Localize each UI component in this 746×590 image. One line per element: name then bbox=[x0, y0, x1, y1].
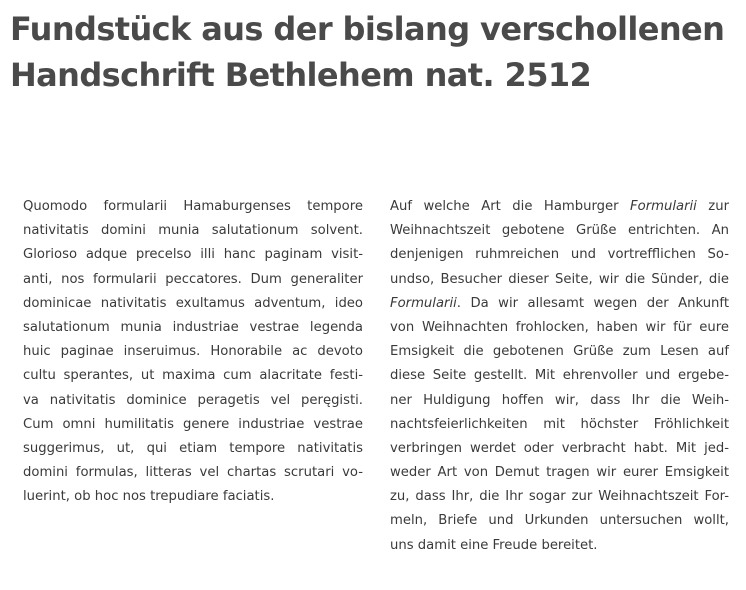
latin-text-line: anti, nos formularii peccatores. Dum generaliter bbox=[23, 271, 363, 287]
latin-text-line: cultu sperantes, ut maxima cum alacritate festi- bbox=[23, 368, 363, 384]
german-text-column bbox=[390, 195, 729, 558]
italic-term: Formularii bbox=[390, 295, 457, 311]
german-text-line: weder Art von Demut tragen wir eurer Emsigkeit bbox=[390, 465, 729, 481]
latin-text-line: Quomodo formularii Hamaburgenses tempore bbox=[23, 199, 363, 214]
german-text-line: zu, dass Ihr, die Ihr sogar zur Weihnachtszeit For- bbox=[390, 489, 729, 505]
latin-text-line: Glorioso adque precelso illi hanc paginam visit- bbox=[23, 247, 363, 263]
page-title-line: Fundstück aus der bislang verschollenen bbox=[10, 10, 725, 48]
italic-term: Formularii bbox=[630, 199, 697, 214]
german-text-line: denjenigen ruhmreichen und vortrefflichen So- bbox=[390, 247, 729, 263]
german-text-line: diese Seite gestellt. Mit ehrenvoller und ergebe- bbox=[390, 368, 729, 384]
german-text-line: Weihnachtszeit gebotene Grüße entrichten. An bbox=[390, 223, 729, 239]
latin-text-line: salutationum munia industriae vestrae legenda bbox=[23, 319, 363, 335]
german-text-line: ner Huldigung hoffen wir, dass Ihr die Weih- bbox=[390, 392, 729, 408]
page-title bbox=[10, 6, 740, 98]
german-text-line: verbringen werdet oder verbracht habt. Mit jed- bbox=[390, 440, 729, 456]
german-text-segment: . Da wir allesamt wegen der Ankunft bbox=[456, 295, 729, 311]
german-text-line: uns damit eine Freude bereitet. bbox=[390, 537, 598, 553]
latin-text-line: nativitatis domini munia salutationum solvent. bbox=[23, 223, 363, 239]
latin-text-line: luerint, ob hoc nos trepudiare faciatis. bbox=[23, 489, 275, 505]
german-text-line: nachtsfeierlichkeiten mit höchster Fröhlichkeit bbox=[390, 416, 729, 432]
german-text-line: undso, Besucher dieser Seite, wir die Sünder, die bbox=[390, 271, 729, 287]
latin-text-line: domini formulas, litteras vel chartas scrutari vo- bbox=[23, 465, 363, 481]
latin-text-line: dominicae nativitatis exultamus adventum, ideo bbox=[23, 295, 363, 311]
page-title-line: Handschrift Bethlehem nat. 2512 bbox=[10, 56, 592, 94]
latin-text-line: huic paginae inseruimus. Honorabile ac devoto bbox=[23, 344, 363, 360]
german-text-segment: Auf welche Art die Hamburger bbox=[390, 199, 631, 214]
german-text-segment: zur bbox=[696, 199, 729, 214]
german-text-line: Emsigkeit die gebotenen Grüße zum Lesen auf bbox=[390, 344, 729, 360]
latin-text-line: va nativitatis dominice peragetis vel peręgisti. bbox=[23, 392, 363, 408]
german-text-line bbox=[390, 292, 729, 316]
german-text-line bbox=[390, 195, 729, 219]
german-text-line: von Weihnachten frohlocken, haben wir für eure bbox=[390, 319, 729, 335]
latin-text-line: suggerimus, ut, qui etiam tempore nativitatis bbox=[23, 440, 363, 456]
german-text-line: meln, Briefe und Urkunden untersuchen wollt, bbox=[390, 513, 729, 529]
latin-text-line: Cum omni humilitatis genere industriae vestrae bbox=[23, 416, 363, 432]
latin-text-column bbox=[23, 195, 363, 509]
